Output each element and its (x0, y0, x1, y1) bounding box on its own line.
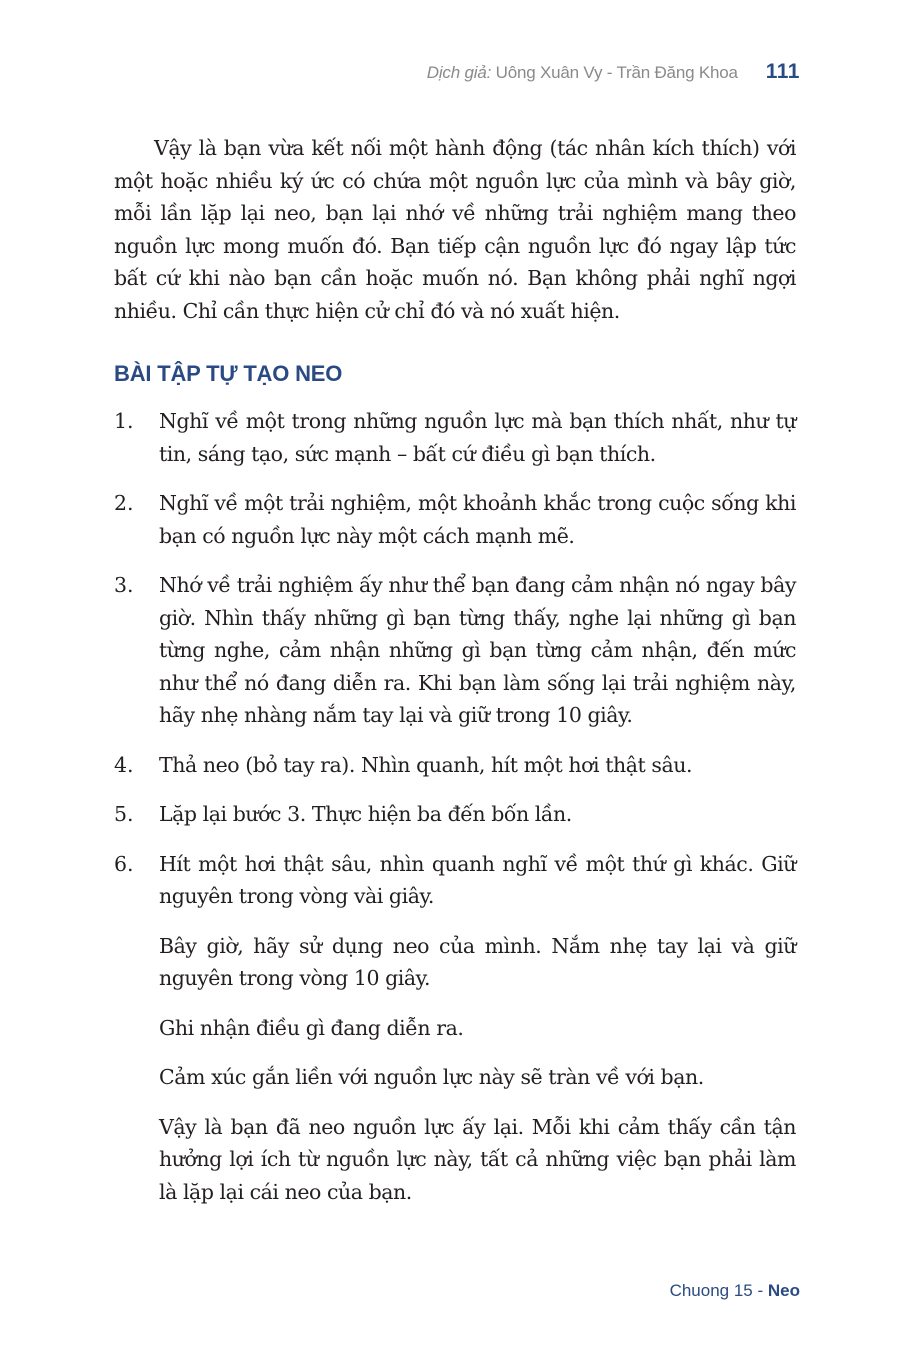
step-number: 5. (114, 802, 134, 826)
step-number: 4. (114, 752, 134, 777)
exercise-steps (114, 405, 796, 913)
step-text: Nhớ về trải nghiệm ấy như thể bạn đang cảm nhận nó ngay bây giờ. Nhìn thấy những gì bạn từng thấy, nghe lại những gì bạn từng nghe, cảm nhận những gì bạn từng cảm nhận, đến mức như thể nó đang diễn ra. Khi bạn làm sống lại trải nghiệm này, hãy nhẹ nhàng nắm tay lại và giữ trong 10 giây. (159, 573, 796, 727)
translator-credit (427, 63, 738, 83)
exercise-step (114, 749, 796, 782)
step-text: Thả neo (bỏ tay ra). Nhìn quanh, hít một hơi thật sâu. (159, 752, 693, 777)
exercise-step (114, 848, 796, 913)
step-number: 2. (114, 491, 134, 515)
intro-paragraph: Vậy là bạn vừa kết nối một hành động (tác nhân kích thích) với một hoặc nhiều ký ức có chứa một nguồn lực của mình và bây giờ, mỗi lần lặp lại neo, bạn lại nhớ về những trải nghiệm mang theo nguồn lực mong muốn đó. Bạn tiếp cận nguồn lực đó ngay lập tức bất cứ khi nào bạn cần hoặc muốn nó. Bạn không phải nghĩ ngợi nhiều. Chỉ cần thực hiện cử chỉ đó và nó xuất hiện. (114, 136, 796, 323)
translator-names: Uông Xuân Vy - Trần Đăng Khoa (495, 63, 738, 82)
follow-up-paragraph: Cảm xúc gắn liền với nguồn lực này sẽ tràn về với bạn. (159, 1065, 704, 1089)
page-content (114, 132, 796, 1225)
step-text: Nghĩ về một trải nghiệm, một khoảnh khắc trong cuộc sống khi bạn có nguồn lực này một cách mạnh mẽ. (159, 491, 796, 548)
step-text: Lặp lại bước 3. Thực hiện ba đến bốn lần. (159, 802, 572, 826)
translator-credit-prefix: Dịch giả: (426, 63, 492, 82)
follow-up-paragraph: Ghi nhận điều gì đang diễn ra. (159, 1015, 464, 1040)
step-number: 3. (114, 573, 134, 597)
page-footer (670, 1281, 800, 1301)
footer-separator: - (752, 1281, 768, 1300)
exercise-step (114, 487, 796, 552)
step-number: 1. (114, 409, 134, 433)
exercise-step (114, 569, 796, 732)
page-header (427, 60, 800, 84)
footer-chapter-title: Neo (767, 1281, 800, 1300)
step-number: 6. (114, 851, 134, 876)
step-text: Hít một hơi thật sâu, nhìn quanh nghĩ về một thứ gì khác. Giữ nguyên trong vòng vài giây. (159, 851, 796, 908)
page-number: 111 (765, 60, 800, 83)
exercise-step (114, 798, 796, 831)
exercise-step (114, 405, 796, 470)
step-text: Nghĩ về một trong những nguồn lực mà bạn thích nhất, như tự tin, sáng tạo, sức mạnh – bất cứ điều gì bạn thích. (159, 409, 796, 466)
footer-chapter: Chuong 15 (669, 1281, 753, 1300)
section-heading: BÀI TẬP TỰ TẠO NEO (114, 361, 343, 386)
follow-up-paragraph: Vậy là bạn đã neo nguồn lực ấy lại. Mỗi khi cảm thấy cần tận hưởng lợi ích từ nguồn lực này, tất cả những việc bạn phải làm là lặp lại cái neo của bạn. (159, 1114, 796, 1204)
follow-up-paragraph: Bây giờ, hãy sử dụng neo của mình. Nắm nhẹ tay lại và giữ nguyên trong vòng 10 giây. (159, 933, 796, 990)
